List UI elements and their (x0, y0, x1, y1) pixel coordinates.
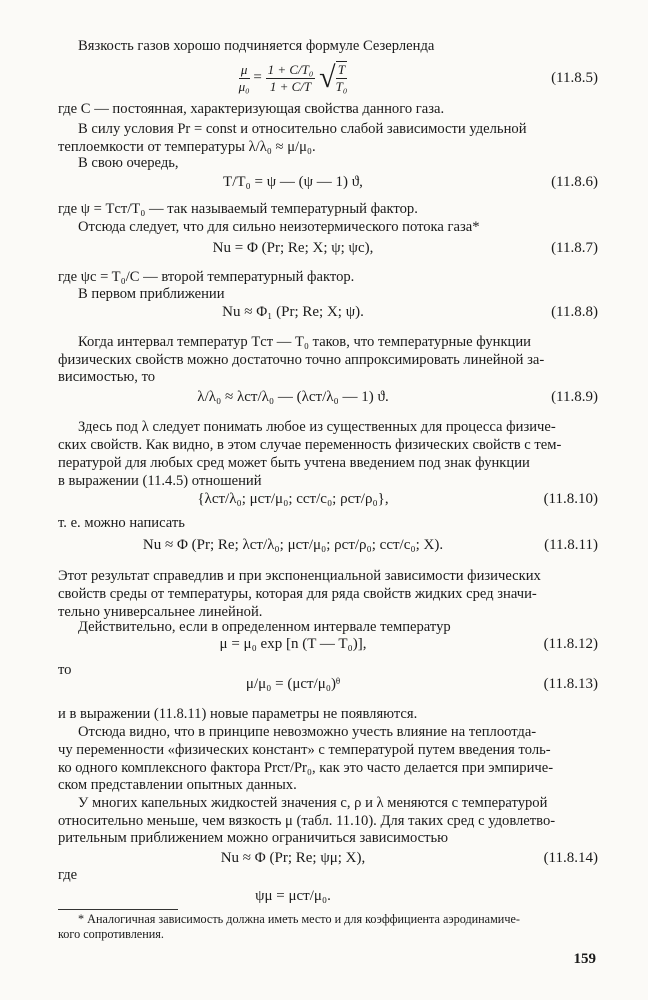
equation-number: (11.8.8) (551, 304, 598, 320)
equation-number: (11.8.9) (551, 389, 598, 405)
equation-number: (11.8.5) (551, 70, 598, 86)
text-line: то (58, 662, 72, 678)
text-line: У многих капельных жидкостей значения c, ρ и λ меняются с температурой (78, 795, 548, 811)
equation-body: μ/μ₀ = (μст/μ₀)ᶿ (245, 676, 341, 692)
equation-number: (11.8.6) (551, 174, 598, 190)
text-line: Отсюда видно, что в принципе невозможно учесть влияние на теплоотда- (78, 724, 537, 740)
rhs-numerator: 1 + C/T₀ (267, 61, 314, 77)
equation-11-8-12 (58, 636, 598, 660)
text-line: тельно универсальнее линейной. (58, 604, 263, 620)
text-line: Вязкость газов хорошо подчиняется формуле Сезерленда (78, 38, 435, 54)
equation-11-8-13 (58, 676, 598, 700)
equation-body: T/T₀ = ψ — (ψ — 1) ϑ, (223, 174, 363, 190)
equation-body: λ/λ₀ ≈ λст/λ₀ — (λст/λ₀ — 1) ϑ. (197, 389, 389, 405)
text-line: свойств среды от температуры, которая для ряда свойств жидких сред значи- (58, 586, 537, 602)
sqrt-numerator: T (336, 62, 348, 79)
text-line: где ψc = T₀/C — второй температурный фактор. (58, 269, 355, 285)
text-line: ском представлении опытных данных. (58, 777, 297, 793)
text-line: где C — постоянная, характеризующая свойства данного газа. (58, 101, 445, 117)
text-line: В первом приближении (78, 286, 225, 302)
equation-11-8-11 (58, 537, 598, 561)
text-line: чу переменности «физических констант» с температурой путем введения толь- (58, 742, 551, 758)
equation-number: (11.8.13) (543, 676, 598, 692)
sqrt-icon: √ (319, 61, 336, 94)
text-line: в выражении (11.4.5) отношений (58, 473, 262, 489)
text-line: Действительно, если в определенном интервале температур (78, 619, 451, 635)
equation-body: μ = μ₀ exp [n (T — T₀)], (219, 636, 367, 652)
equation-body: Nu ≈ Φ₁ (Pr; Re; X; ψ). (222, 304, 364, 320)
equation-number: (11.8.10) (543, 491, 598, 507)
text-line: Отсюда следует, что для сильно неизотермического потока газа* (78, 219, 480, 235)
equation-11-8-5: $\frac{\mu}{\text{μ₀}}$ = $\frac{\text{1 + C/T₀}}{1 + C/T}$ √ $\frac{T}{\text{T₀}}$ (11.8.5) (238, 61, 598, 94)
text-line: рительным приближением можно ограничиться зависимостью (58, 830, 449, 846)
text-line: пературой для любых сред может быть учтена введением под знак функции (58, 455, 530, 471)
sqrt-denominator: T₀ (335, 79, 348, 94)
equation-body: {λст/λ₀; μст/μ₀; cст/c₀; ρст/ρ₀}, (197, 491, 389, 507)
equation-body: Nu ≈ Φ (Pr; Re; ψμ; X), (220, 850, 366, 866)
equation-number: (11.8.14) (543, 850, 598, 866)
equation-11-8-9 (58, 389, 598, 413)
equation-body: ψμ = μст/μ₀. (255, 888, 331, 904)
equation-body: Nu ≈ Φ (Pr; Re; λст/λ₀; μст/μ₀; ρст/ρ₀; cст/c₀; X). (142, 537, 444, 553)
text-line: относительно меньше, чем вязкость μ (табл. 11.10). Для таких сред с удовлетво- (58, 813, 556, 829)
text-line: Этот результат справедлив и при экспоненциальной зависимости физических (58, 568, 541, 584)
equation-11-8-7 (58, 240, 598, 264)
text-line: Когда интервал температур Tст — T₀ таков, что температурные функции (78, 334, 531, 350)
text-line: Здесь под λ следует понимать любое из существенных для процесса физиче- (78, 419, 556, 435)
equation-11-8-10 (58, 491, 598, 515)
text-line: В свою очередь, (78, 155, 179, 171)
footnote-line: * Аналогичная зависимость должна иметь место и для коэффициента аэродинамиче- (78, 912, 520, 926)
footnote-rule (58, 909, 178, 910)
equation-number: (11.8.11) (544, 537, 598, 553)
footnote-line: кого сопротивления. (58, 927, 164, 941)
text-line: где ψ = Tст/T₀ — так называемый температурный фактор. (58, 201, 418, 217)
lhs-denominator: μ₀ (238, 78, 250, 94)
text-line: висимостью, то (58, 369, 156, 385)
text-line: ко одного комплексного фактора Prст/Pr₀, как это часто делается при эмпириче- (58, 760, 554, 776)
equation-number: (11.8.7) (551, 240, 598, 256)
text-line: теплоемкости от температуры λ/λ₀ ≈ μ/μ₀. (58, 139, 316, 155)
lhs-numerator: μ (239, 62, 250, 79)
rhs-denominator: 1 + C/T (269, 78, 312, 94)
equation-number: (11.8.12) (543, 636, 598, 652)
equation-11-8-8 (58, 304, 598, 328)
text-line: т. е. можно написать (58, 515, 185, 531)
text-line: где (58, 867, 78, 883)
text-line: физических свойств можно достаточно точно аппроксимировать линейной за- (58, 352, 545, 368)
text-line: и в выражении (11.8.11) новые параметры не появляются. (58, 706, 418, 722)
text-line: В силу условия Pr = const и относительно слабой зависимости удельной (78, 121, 527, 137)
text-line: ских свойств. Как видно, в этом случае переменность физических свойств с тем- (58, 437, 562, 453)
equation-11-8-6 (58, 174, 598, 198)
equation-body: Nu = Φ (Pr; Re; X; ψ; ψc), (212, 240, 374, 256)
page-number: 159 (573, 951, 596, 967)
